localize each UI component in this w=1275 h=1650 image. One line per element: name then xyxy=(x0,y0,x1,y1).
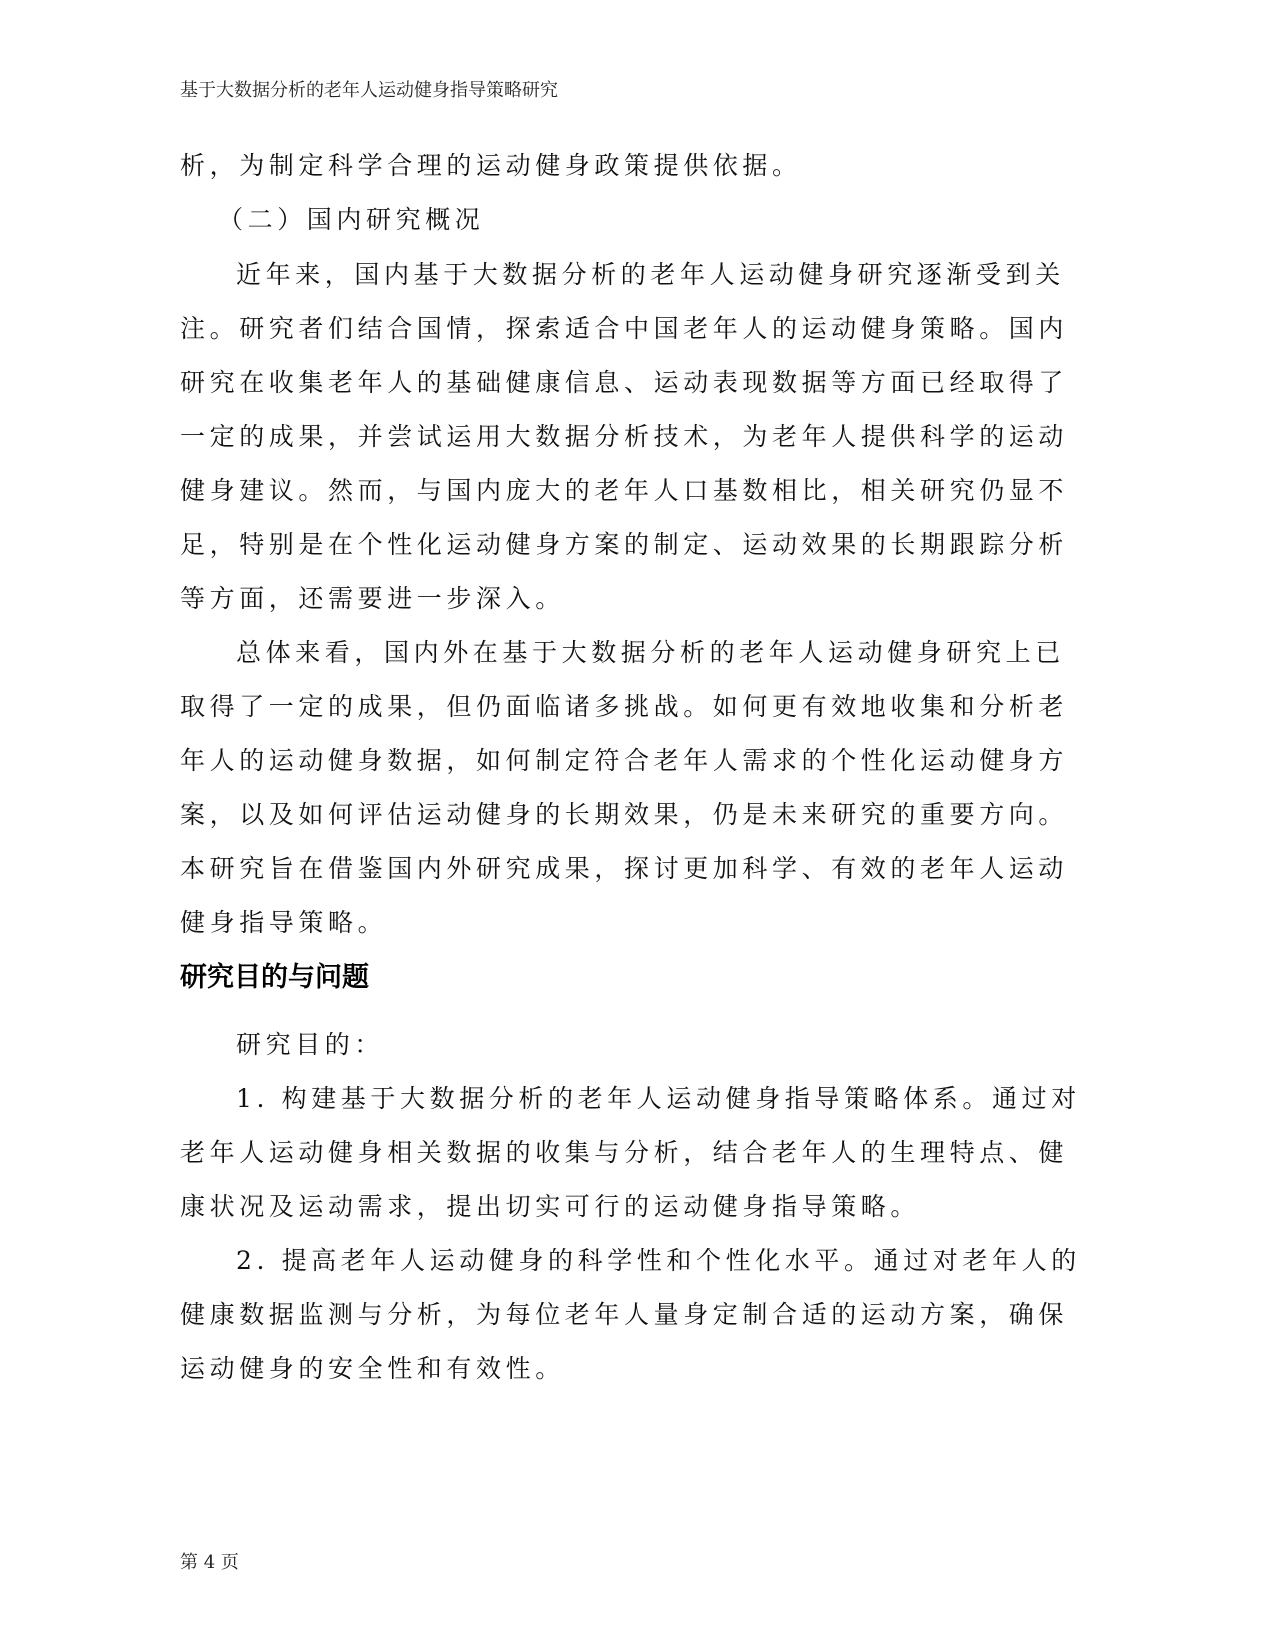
text-line: 健康数据监测与分析，为每位老年人量身定制合适的运动方案，确保 xyxy=(180,1300,1069,1329)
text-line: 研究在收集老年人的基础健康信息、运动表现数据等方面已经取得了 xyxy=(180,368,1069,397)
text-line: 近年来，国内基于大数据分析的老年人运动健身研究逐渐受到关 xyxy=(236,260,1065,289)
text-line: 健身指导策略。 xyxy=(180,908,388,937)
text-line: （二）国内研究概况 xyxy=(218,205,485,234)
page-number: 第 4 页 xyxy=(180,1552,239,1573)
text-line: 康状况及运动需求，提出切实可行的运动健身指导策略。 xyxy=(180,1192,921,1221)
text-line: 案，以及如何评估运动健身的长期效果，仍是未来研究的重要方向。 xyxy=(180,800,1069,829)
text-line: 总体来看，国内外在基于大数据分析的老年人运动健身研究上已 xyxy=(236,638,1065,667)
text-line: 析，为制定科学合理的运动健身政策提供依据。 xyxy=(180,151,802,180)
text-line: 本研究旨在借鉴国内外研究成果，探讨更加科学、有效的老年人运动 xyxy=(180,854,1069,883)
text-line: 注。研究者们结合国情，探索适合中国老年人的运动健身策略。国内 xyxy=(180,314,1069,343)
section-heading: 研究目的与问题 xyxy=(180,962,369,993)
text-line: 老年人运动健身相关数据的收集与分析，结合老年人的生理特点、健 xyxy=(180,1138,1069,1167)
text-line: 2. 提高老年人运动健身的科学性和个性化水平。通过对老年人的 xyxy=(236,1246,1081,1275)
text-line: 取得了一定的成果，但仍面临诸多挑战。如何更有效地收集和分析老 xyxy=(180,692,1069,721)
text-line: 研究目的： xyxy=(236,1030,385,1059)
text-line: 一定的成果，并尝试运用大数据分析技术，为老年人提供科学的运动 xyxy=(180,422,1069,451)
text-line: 足，特别是在个性化运动健身方案的制定、运动效果的长期跟踪分析 xyxy=(180,530,1069,559)
text-line: 等方面，还需要进一步深入。 xyxy=(180,584,565,613)
text-line: 运动健身的安全性和有效性。 xyxy=(180,1354,565,1383)
text-line: 年人的运动健身数据，如何制定符合老年人需求的个性化运动健身方 xyxy=(180,746,1069,775)
running-header: 基于大数据分析的老年人运动健身指导策略研究 xyxy=(180,80,558,101)
text-line: 1. 构建基于大数据分析的老年人运动健身指导策略体系。通过对 xyxy=(236,1084,1081,1113)
text-line: 健身建议。然而，与国内庞大的老年人口基数相比，相关研究仍显不 xyxy=(180,476,1069,505)
